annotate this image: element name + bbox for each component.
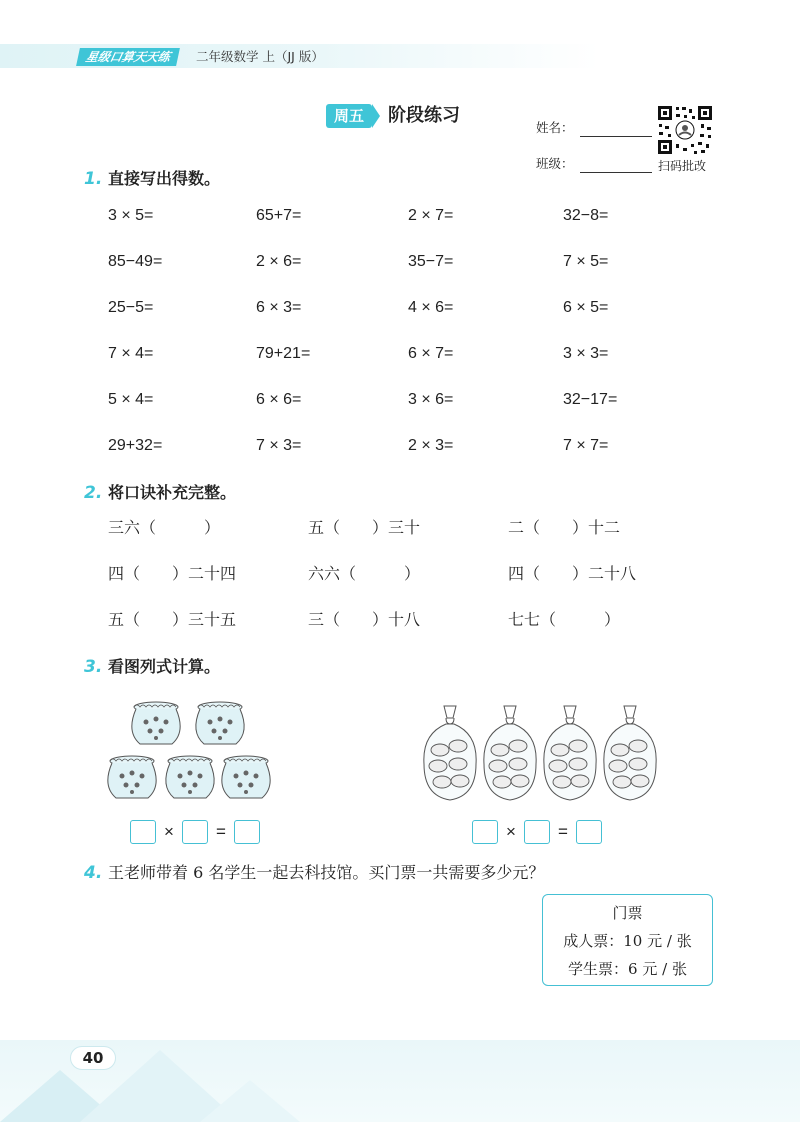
series-tag: 星级口算天天练 xyxy=(76,48,180,66)
answer-box[interactable] xyxy=(182,820,208,844)
footer-decoration xyxy=(0,1040,800,1122)
ticket-title: 门票 xyxy=(612,904,643,922)
expr: 7 × 5= xyxy=(563,253,609,270)
answer-box[interactable] xyxy=(576,820,602,844)
page-title: 阶段练习 xyxy=(388,105,460,126)
expr: 5 × 4= xyxy=(108,391,154,408)
answer-box[interactable] xyxy=(524,820,550,844)
kj-item: 六六（ ） xyxy=(308,564,421,583)
expr: 3 × 5= xyxy=(108,207,154,224)
expr: 6 × 6= xyxy=(256,391,302,408)
name-label: 姓名： xyxy=(536,120,574,135)
kj-item: 二（ ）十二 xyxy=(508,518,621,537)
kj-item: 五（ ）三十 xyxy=(308,518,421,537)
section-4-question: 王老师带着 6 名学生一起去科技馆。买门票一共需要多少元？ xyxy=(108,863,545,882)
qr-code-icon[interactable] xyxy=(656,104,714,156)
expr: 4 × 6= xyxy=(408,299,454,316)
equals-sign: = xyxy=(216,822,226,841)
class-label: 班级： xyxy=(536,156,574,171)
ticket-price-box xyxy=(542,894,713,986)
expr: 25−5= xyxy=(108,299,154,316)
expr: 7 × 7= xyxy=(563,437,609,454)
expr: 2 × 6= xyxy=(256,253,302,270)
section-2-title: 将口诀补充完整。 xyxy=(108,483,237,502)
section-3-title: 看图列式计算。 xyxy=(108,657,221,676)
expr: 32−17= xyxy=(563,391,618,408)
expr: 32−8= xyxy=(563,207,609,224)
day-badge: 周五 xyxy=(326,104,372,128)
section-4-number: 4. xyxy=(84,863,103,883)
answer-row-right xyxy=(472,820,602,844)
qr-caption: 扫码批改 xyxy=(658,159,707,173)
section-3-number: 3. xyxy=(84,657,103,677)
answer-box[interactable] xyxy=(234,820,260,844)
answer-row-left xyxy=(130,820,260,844)
answer-box[interactable] xyxy=(130,820,156,844)
kj-item: 四（ ）二十四 xyxy=(108,564,237,583)
section-2-number: 2. xyxy=(84,483,103,503)
kj-item: 四（ ）二十八 xyxy=(508,564,637,583)
class-field[interactable] xyxy=(580,172,652,173)
expr: 85−49= xyxy=(108,253,163,270)
expr: 6 × 3= xyxy=(256,299,302,316)
page-number: 40 xyxy=(70,1046,116,1070)
section-1-number: 1. xyxy=(84,169,103,189)
expr: 29+32= xyxy=(108,437,163,454)
expr: 2 × 7= xyxy=(408,207,454,224)
expr: 65+7= xyxy=(256,207,302,224)
adult-ticket-price: 成人票：10 元 / 张 xyxy=(563,932,692,950)
expr: 7 × 3= xyxy=(256,437,302,454)
expr: 6 × 5= xyxy=(563,299,609,316)
expr: 6 × 7= xyxy=(408,345,454,362)
kj-item: 三六（ ） xyxy=(108,518,221,537)
expr: 3 × 6= xyxy=(408,391,454,408)
book-subtitle: 二年级数学 上（JJ 版） xyxy=(196,49,324,64)
name-field[interactable] xyxy=(580,136,652,137)
kj-item: 五（ ）三十五 xyxy=(108,610,237,629)
kj-item: 三（ ）十八 xyxy=(308,610,421,629)
fishbowls-illustration xyxy=(104,698,274,804)
expr: 2 × 3= xyxy=(408,437,454,454)
equals-sign: = xyxy=(558,822,568,841)
expr: 3 × 3= xyxy=(563,345,609,362)
expr: 79+21= xyxy=(256,345,311,362)
times-sign: × xyxy=(164,822,174,841)
bread-bags-illustration xyxy=(420,700,664,804)
times-sign: × xyxy=(506,822,516,841)
kj-item: 七七（ ） xyxy=(508,610,621,629)
answer-box[interactable] xyxy=(472,820,498,844)
expr: 7 × 4= xyxy=(108,345,154,362)
section-1-title: 直接写出得数。 xyxy=(108,169,221,188)
student-ticket-price: 学生票：6 元 / 张 xyxy=(568,960,687,978)
footer-band xyxy=(0,1040,800,1122)
expr: 35−7= xyxy=(408,253,454,270)
